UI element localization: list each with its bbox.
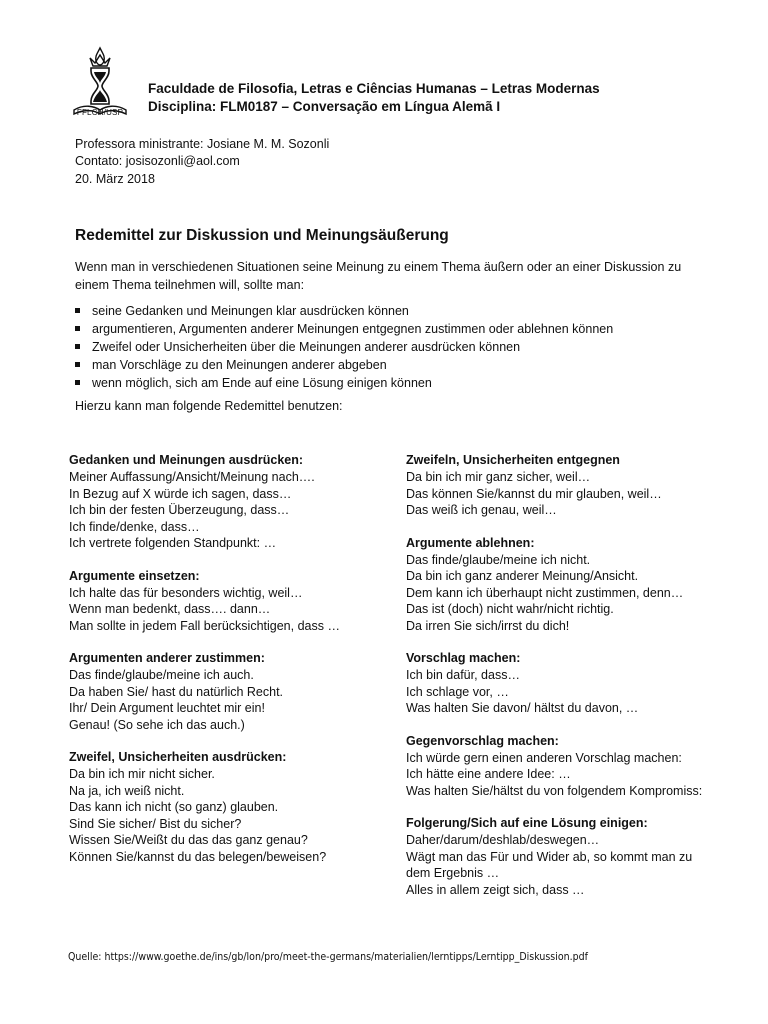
date-line: 20. März 2018 bbox=[75, 172, 155, 186]
phrase-line: Ich vertrete folgenden Standpunkt: … bbox=[69, 536, 277, 550]
phrase-line: Ich bin der festen Überzeugung, dass… bbox=[69, 503, 290, 517]
list-item bbox=[75, 374, 613, 392]
left-column bbox=[69, 452, 340, 881]
list-item bbox=[75, 302, 613, 320]
phrase-line: Da haben Sie/ hast du natürlich Recht. bbox=[69, 684, 284, 699]
phrase-line: Das ist (doch) nicht wahr/nicht richtig. bbox=[406, 602, 614, 616]
section-title: Argumenten anderer zustimmen: bbox=[69, 651, 265, 665]
phrase-line: Ich schlage vor, … bbox=[406, 684, 509, 699]
phrase-section bbox=[69, 749, 340, 865]
discipline-title: Disciplina: FLM0187 – Conversação em Língua Alemã I bbox=[148, 99, 501, 114]
phrase-line: Das finde/glaube/meine ich auch. bbox=[69, 668, 254, 682]
phrase-section bbox=[406, 535, 702, 635]
phrase-line: Das können Sie/kannst du mir glauben, weil… bbox=[406, 486, 662, 501]
list-item-text: man Vorschläge zu den Meinungen anderer abgeben bbox=[92, 358, 387, 372]
section-title: Gedanken und Meinungen ausdrücken: bbox=[69, 453, 304, 467]
phrase-section bbox=[69, 650, 340, 733]
phrase-line: Ich finde/denke, dass… bbox=[69, 519, 200, 534]
section-title: Vorschlag machen: bbox=[406, 651, 521, 665]
phrase-line: Das weiß ich genau, weil… bbox=[406, 503, 557, 517]
hierzu-line: Hierzu kann man folgende Redemittel benutzen: bbox=[75, 399, 343, 413]
phrase-line: Da irren Sie sich/irrst du dich! bbox=[406, 618, 570, 633]
square-bullet-icon bbox=[75, 326, 80, 331]
page-heading: Redemittel zur Diskussion und Meinungsäußerung bbox=[75, 227, 449, 244]
phrase-line: Man sollte in jedem Fall berücksichtigen, dass … bbox=[69, 618, 340, 633]
section-title: Argumente einsetzen: bbox=[69, 568, 200, 583]
square-bullet-icon bbox=[75, 380, 80, 385]
phrase-section bbox=[406, 815, 702, 898]
list-item-text: Zweifel oder Unsicherheiten über die Meinungen anderer ausdrücken können bbox=[92, 340, 521, 354]
phrase-line: Wissen Sie/Weißt du das das ganz genau? bbox=[69, 833, 308, 847]
list-item-text: seine Gedanken und Meinungen klar ausdrücken können bbox=[92, 304, 409, 318]
phrase-section bbox=[406, 650, 702, 717]
square-bullet-icon bbox=[75, 344, 80, 349]
section-title: Gegenvorschlag machen: bbox=[406, 733, 559, 748]
section-title: Folgerung/Sich auf eine Lösung einigen: bbox=[406, 816, 648, 830]
phrase-line: Na ja, ich weiß nicht. bbox=[69, 783, 185, 798]
phrase-line: Was halten Sie davon/ hältst du davon, … bbox=[406, 701, 639, 715]
right-column bbox=[406, 452, 702, 914]
logo-caption: FFLCH/USP bbox=[76, 108, 124, 117]
phrase-line: Das finde/glaube/meine ich nicht. bbox=[406, 552, 591, 567]
phrase-line: Ihr/ Dein Argument leuchtet mir ein! bbox=[69, 701, 265, 715]
goal-list bbox=[75, 302, 613, 392]
phrase-line: Alles in allem zeigt sich, dass … bbox=[406, 882, 585, 897]
list-item-text: wenn möglich, sich am Ende auf eine Lösung einigen können bbox=[92, 376, 432, 390]
phrase-section bbox=[69, 452, 340, 552]
phrase-line: Das kann ich nicht (so ganz) glauben. bbox=[69, 800, 279, 814]
phrase-line: Ich bin dafür, dass… bbox=[406, 668, 520, 682]
professor-line: Professora ministrante: Josiane M. M. Sozonli bbox=[75, 137, 330, 151]
phrase-section bbox=[406, 733, 702, 800]
phrase-line: Ich würde gern einen anderen Vorschlag machen: bbox=[406, 750, 682, 765]
list-item bbox=[75, 338, 613, 356]
phrase-line: Wägt man das Für und Wider ab, so kommt man zu bbox=[406, 849, 693, 864]
square-bullet-icon bbox=[75, 362, 80, 367]
square-bullet-icon bbox=[75, 308, 80, 313]
phrase-line: Ich hätte eine andere Idee: … bbox=[406, 767, 571, 781]
phrase-line: Da bin ich ganz anderer Meinung/Ansicht. bbox=[406, 569, 639, 583]
phrase-line: Meiner Auffassung/Ansicht/Meinung nach…. bbox=[69, 470, 315, 484]
phrase-line: Was halten Sie/hältst du von folgendem Kompromiss: bbox=[406, 783, 703, 798]
phrase-section bbox=[406, 452, 702, 519]
list-item-text: argumentieren, Argumenten anderer Meinungen entgegnen zustimmen oder ablehnen können bbox=[92, 322, 614, 336]
phrase-line: In Bezug auf X würde ich sagen, dass… bbox=[69, 486, 292, 501]
phrase-line: Daher/darum/deshlab/deswegen… bbox=[406, 833, 600, 847]
phrase-line: Wenn man bedenkt, dass…. dann… bbox=[69, 602, 271, 616]
section-title: Zweifel, Unsicherheiten ausdrücken: bbox=[69, 750, 287, 764]
list-item bbox=[75, 356, 613, 374]
contact-line: Contato: josisozonli@aol.com bbox=[75, 154, 240, 168]
source-link[interactable]: Quelle: https://www.goethe.de/ins/gb/lon/pro/meet-the-germans/materialien/lerntipps/Lerntipp_Diskussion.pdf bbox=[68, 951, 588, 963]
phrase-line: dem Ergebnis … bbox=[406, 866, 500, 880]
phrase-line: Genau! (So sehe ich das auch.) bbox=[69, 717, 245, 732]
phrase-line: Dem kann ich überhaupt nicht zustimmen, denn… bbox=[406, 585, 684, 600]
section-title: Zweifeln, Unsicherheiten entgegnen bbox=[406, 453, 620, 467]
phrase-section bbox=[69, 568, 340, 635]
phrase-line: Da bin ich mir nicht sicher. bbox=[69, 767, 215, 781]
list-item bbox=[75, 320, 613, 338]
phrase-line: Ich halte das für besonders wichtig, weil… bbox=[69, 585, 303, 600]
institution-title: Faculdade de Filosofia, Letras e Ciências Humanas – Letras Modernas bbox=[148, 81, 600, 96]
section-title: Argumente ablehnen: bbox=[406, 535, 535, 550]
phrase-line: Da bin ich mir ganz sicher, weil… bbox=[406, 470, 591, 484]
intro-paragraph: Wenn man in verschiedenen Situationen seine Meinung zu einem Thema äußern oder an einer Diskussion zu einem Thema teilnehmen will, sollte man: bbox=[75, 260, 682, 292]
phrase-line: Können Sie/kannst du das belegen/beweisen? bbox=[69, 849, 327, 864]
phrase-line: Sind Sie sicher/ Bist du sicher? bbox=[69, 816, 242, 831]
